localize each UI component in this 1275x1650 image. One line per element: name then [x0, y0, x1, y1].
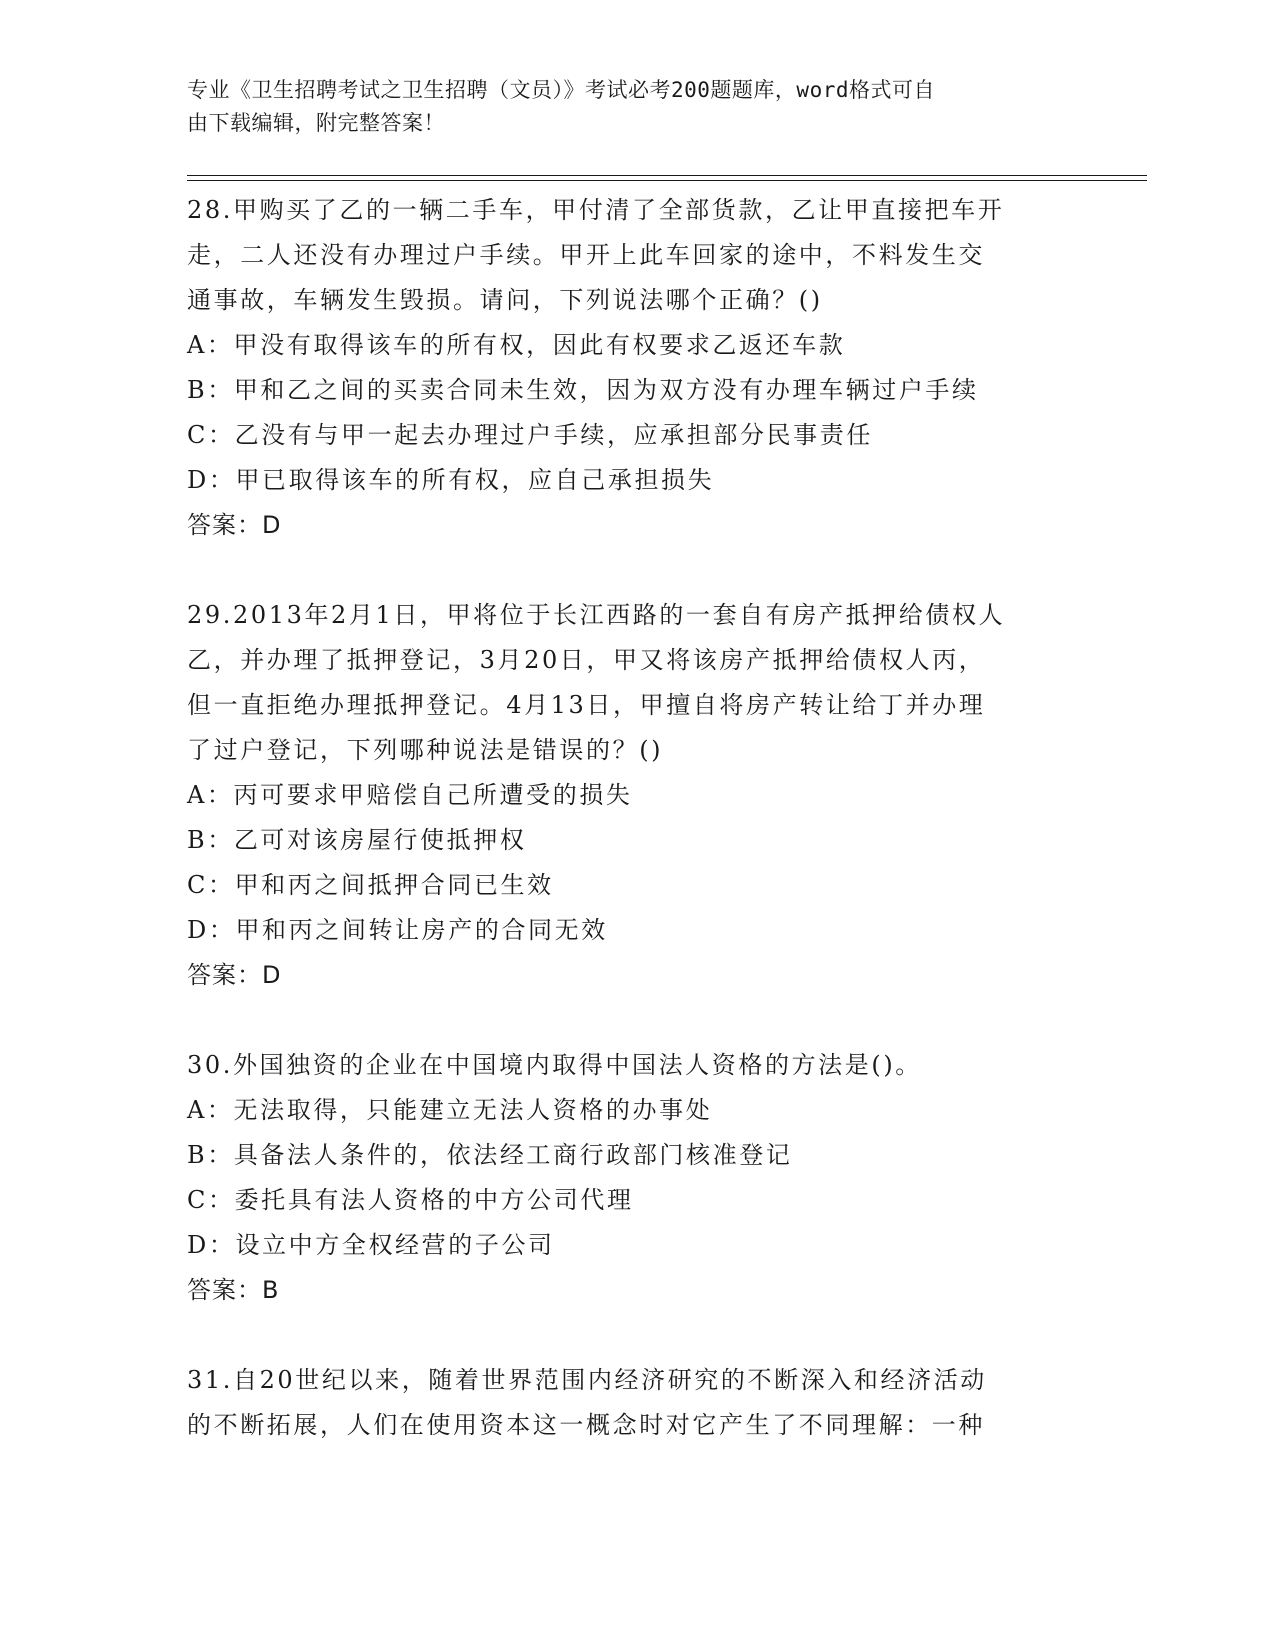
option-d: D：甲已取得该车的所有权，应自己承担损失 — [187, 466, 715, 494]
option-b: B：甲和乙之间的买卖合同未生效，因为双方没有办理车辆过户手续 — [187, 376, 979, 404]
option-a: A：无法取得，只能建立无法人资格的办事处 — [187, 1096, 713, 1124]
header-divider-bottom — [187, 180, 1147, 181]
option-d: D：甲和丙之间转让房产的合同无效 — [187, 916, 608, 944]
answer: 答案：D — [187, 511, 282, 539]
question-list — [187, 188, 1087, 1448]
option-b: B：乙可对该房屋行使抵押权 — [187, 826, 527, 854]
question-stem-line: 29.2013年2月1日，甲将位于长江西路的一套自有房产抵押给债权人 — [187, 601, 1006, 629]
question-stem-line: 31.自20世纪以来，随着世界范围内经济研究的不断深入和经济活动 — [187, 1366, 987, 1394]
spacer — [187, 998, 1087, 1043]
question-30 — [187, 1043, 1087, 1313]
question-stem-line: 走，二人还没有办理过户手续。甲开上此车回家的途中，不料发生交 — [187, 241, 985, 269]
question-29 — [187, 593, 1087, 998]
option-d: D：设立中方全权经营的子公司 — [187, 1231, 555, 1259]
document-header — [187, 74, 1077, 140]
question-stem-line: 通事故，车辆发生毁损。请问，下列说法哪个正确？() — [187, 286, 823, 314]
answer: 答案：B — [187, 1276, 280, 1304]
option-c: C：甲和丙之间抵押合同已生效 — [187, 871, 554, 899]
question-stem-line: 28.甲购买了乙的一辆二手车，甲付清了全部货款，乙让甲直接把车开 — [187, 196, 1005, 224]
question-stem-line: 30.外国独资的企业在中国境内取得中国法人资格的方法是()。 — [187, 1051, 922, 1079]
option-b: B：具备法人条件的，依法经工商行政部门核准登记 — [187, 1141, 793, 1169]
option-c: C：委托具有法人资格的中方公司代理 — [187, 1186, 634, 1214]
question-31 — [187, 1358, 1087, 1448]
spacer — [187, 548, 1087, 593]
option-a: A：丙可要求甲赔偿自己所遭受的损失 — [187, 781, 633, 809]
option-c: C：乙没有与甲一起去办理过户手续，应承担部分民事责任 — [187, 421, 873, 449]
spacer — [187, 1313, 1087, 1358]
question-28 — [187, 188, 1087, 548]
header-divider-top — [187, 175, 1147, 176]
question-stem-line: 了过户登记，下列哪种说法是错误的？() — [187, 736, 664, 764]
answer: 答案：D — [187, 961, 282, 989]
question-stem-line: 但一直拒绝办理抵押登记。4月13日，甲擅自将房产转让给丁并办理 — [187, 691, 986, 719]
question-stem-line: 乙，并办理了抵押登记，3月20日，甲又将该房产抵押给债权人丙， — [187, 646, 986, 674]
header-line-1: 专业《卫生招聘考试之卫生招聘（文员）》考试必考200题题库，word格式可自 — [187, 78, 935, 102]
header-line-2: 由下载编辑，附完整答案！ — [187, 111, 445, 135]
question-stem-line: 的不断拓展，人们在使用资本这一概念时对它产生了不同理解：一种 — [187, 1411, 985, 1439]
option-a: A：甲没有取得该车的所有权，因此有权要求乙返还车款 — [187, 331, 846, 359]
